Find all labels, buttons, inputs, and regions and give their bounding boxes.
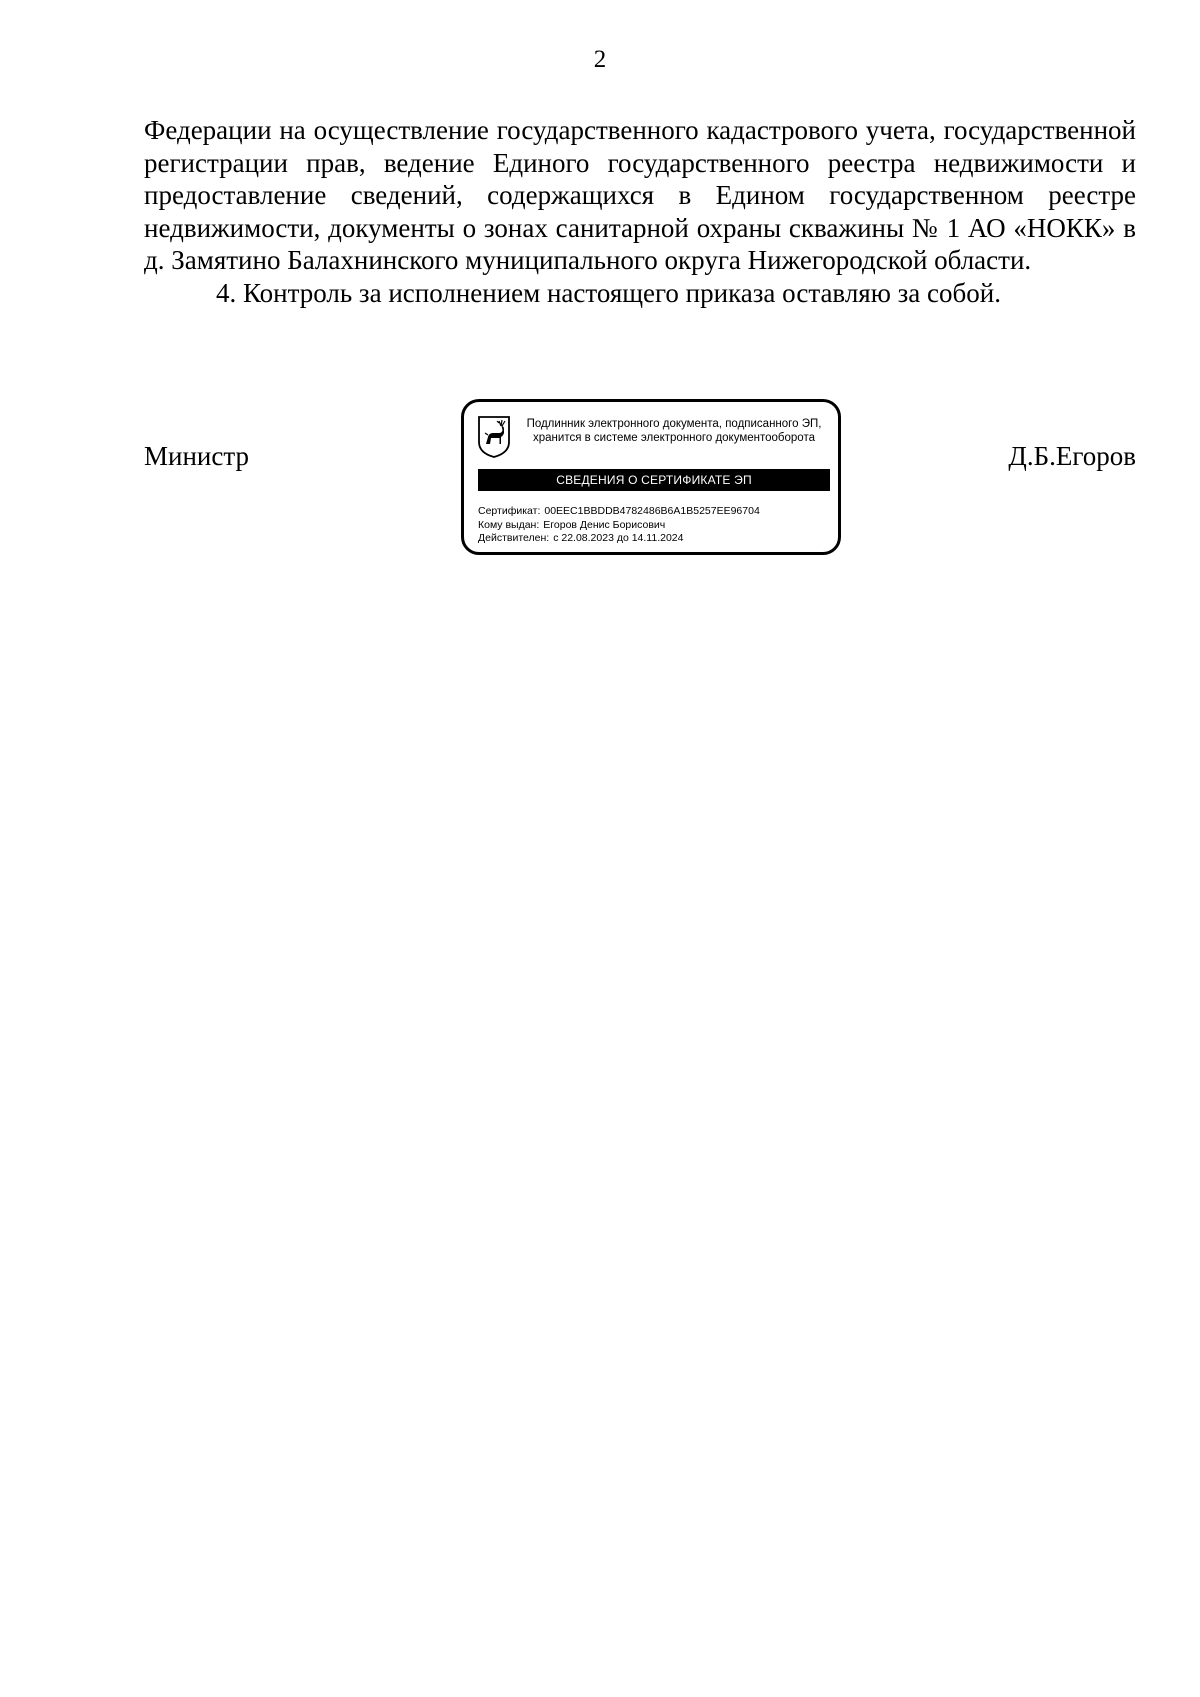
certificate-label: Сертификат:	[478, 505, 541, 517]
issued-to-value: Егоров Денис Борисович	[543, 518, 666, 531]
stamp-title-bar: СВЕДЕНИЯ О СЕРТИФИКАТЕ ЭП	[478, 469, 830, 491]
paragraph-item-4: 4. Контроль за исполнением настоящего приказа оставляю за собой.	[216, 277, 1001, 308]
stamp-header-line: Подлинник электронного документа, подписанного ЭП,	[526, 418, 822, 430]
electronic-signature-stamp	[461, 399, 841, 555]
signature-position: Министр	[144, 441, 249, 471]
page-number: 2	[593, 46, 607, 73]
stamp-details	[478, 505, 830, 546]
issued-to-row	[478, 519, 830, 533]
issued-to-label: Кому выдан:	[478, 518, 540, 531]
certificate-value: 00EEC1BBDDB4782486B6A1B5257EE96704	[544, 505, 760, 517]
validity-value: с 22.08.2023 до 14.11.2024	[553, 532, 684, 544]
document-body	[144, 114, 1136, 309]
stamp-header	[518, 417, 830, 445]
signature-name: Д.Б.Егоров	[1008, 441, 1136, 471]
certificate-row	[478, 505, 830, 519]
validity-label: Действителен:	[478, 532, 550, 544]
paragraph-continuation: Федерации на осуществление государственного кадастрового учета, государственной регистрации прав, ведение Единого государственного реестра недвижимости и предоставление сведений, содержащихся в Едином государственном реестре недвижимости, документы о зонах санитарной охраны скважины № 1 АО «НОКК» в д. Замятино Балахнинского муниципального округа Нижегородской области.	[144, 115, 1136, 275]
validity-row	[478, 532, 830, 546]
stamp-header-line: хранится в системе электронного документооборота	[533, 432, 815, 444]
nizhny-novgorod-deer-emblem-icon	[477, 415, 511, 459]
